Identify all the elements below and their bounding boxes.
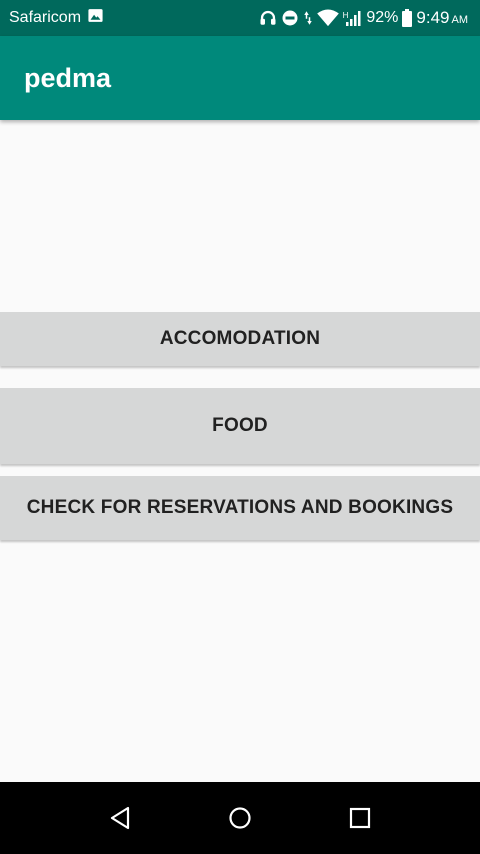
image-icon [87,7,104,29]
status-bar [0,0,480,36]
clock-ampm: AM [451,14,468,26]
network-type: H [342,11,349,20]
status-bar-left [9,7,104,29]
home-icon [228,806,252,830]
status-bar-right [255,8,468,28]
back-icon [109,806,131,830]
carrier-name: Safaricom [9,9,82,26]
battery-percent: 92% [366,9,399,26]
check-reservations-button[interactable]: CHECK FOR RESERVATIONS AND BOOKINGS [0,476,480,540]
battery-icon [402,9,412,27]
recents-button[interactable] [320,782,400,854]
accommodation-button[interactable]: ACCOMODATION [0,312,480,366]
recents-icon [349,807,371,829]
food-button[interactable]: FOOD [0,388,480,464]
headphones-icon [259,9,277,27]
signal-icon [343,10,363,26]
wifi-icon [317,9,339,27]
clock-time: 9:49 [416,8,450,27]
home-button[interactable] [200,782,280,854]
do-not-disturb-icon [281,9,299,27]
data-arrows-icon [303,9,313,27]
navigation-bar [0,782,480,854]
app-title: pedma [24,62,112,93]
clock [416,8,468,28]
app-bar [0,36,480,120]
back-button[interactable] [80,782,160,854]
